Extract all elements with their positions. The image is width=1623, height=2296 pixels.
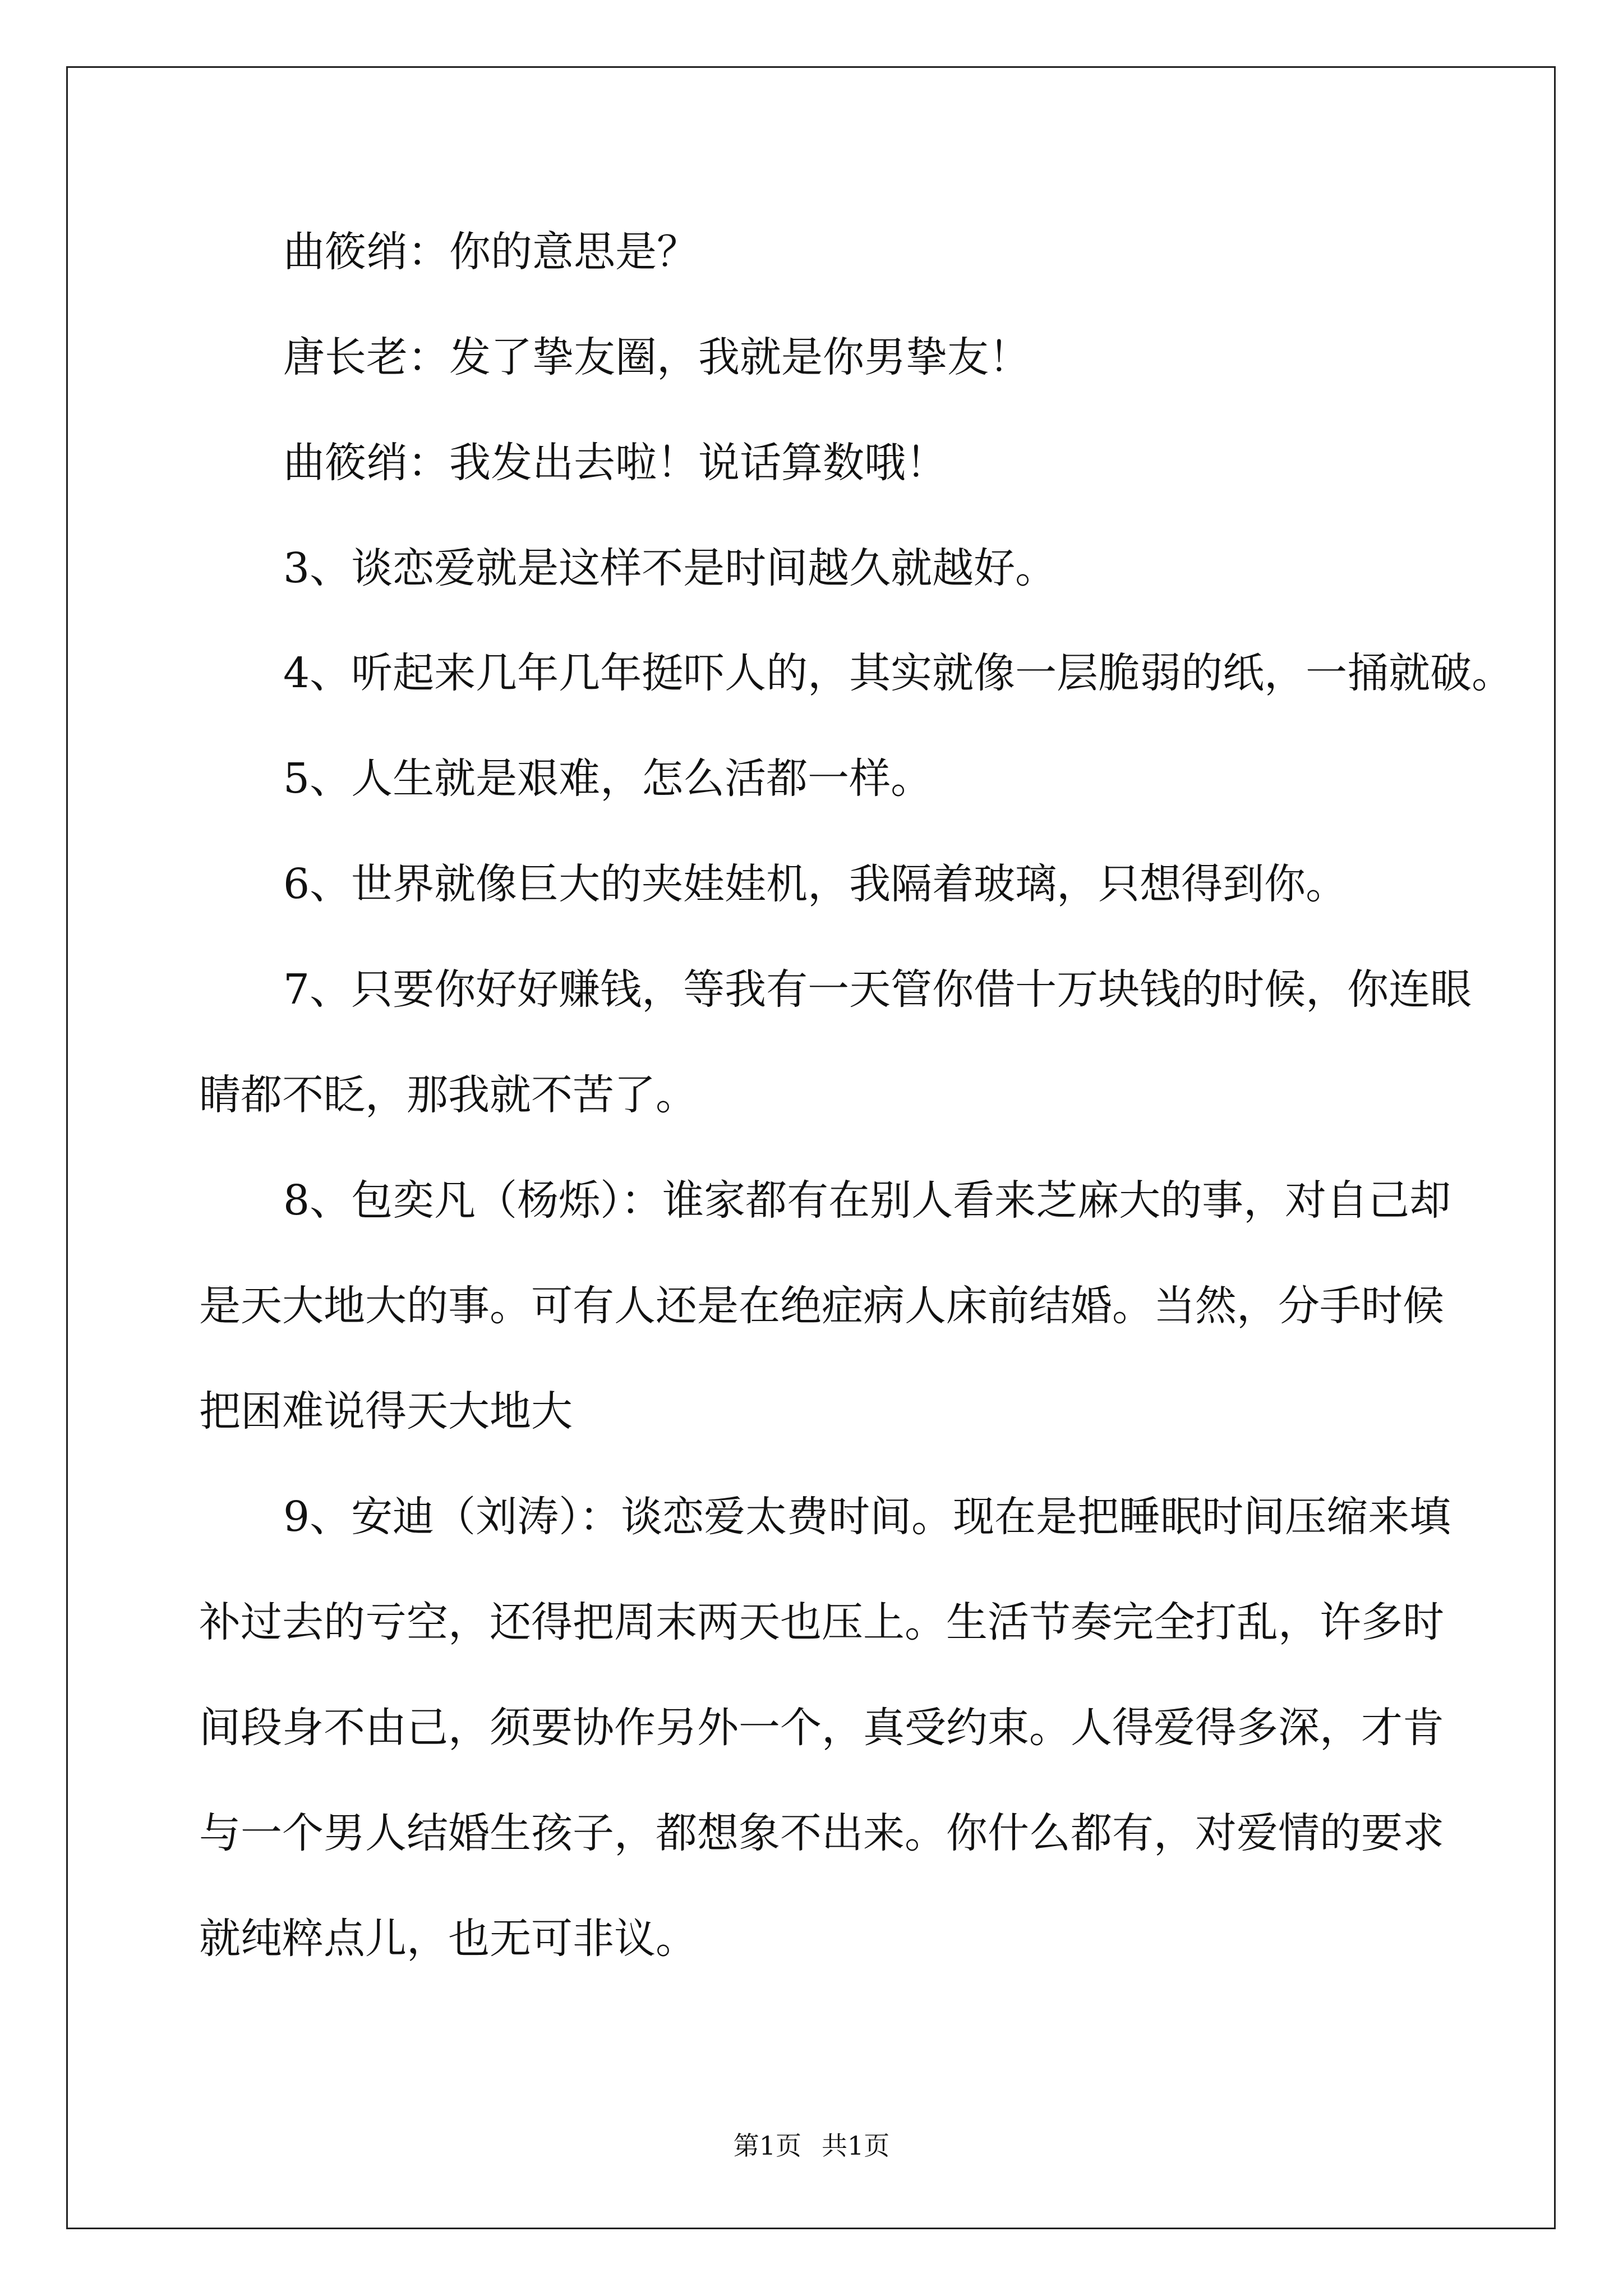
paragraph-line: 与一个男人结婚生孩子，都想象不出来。你什么都有，对爱情的要求: [199, 1809, 1444, 1857]
paragraph-line: 间段身不由己，须要协作另外一个，真受约束。人得爱得多深，才肯: [199, 1704, 1444, 1752]
paragraph-line: 把困难说得天大地大: [199, 1387, 573, 1435]
page-footer: [0, 2133, 1623, 2159]
paragraph-line: 7、只要你好好赚钱，等我有一天管你借十万块钱的时候，你连眼: [283, 965, 1472, 1014]
dialogue-line: 唐长老：发了挚友圈，我就是你男挚友！: [283, 333, 1030, 381]
dialogue-line: 曲筱绡：你的意思是？: [283, 228, 698, 276]
paragraph-line: 4、听起来几年几年挺吓人的，其实就像一层脆弱的纸，一捅就破。: [283, 649, 1514, 697]
page-number: 第1页: [733, 2131, 801, 2161]
paragraph-line: 3、谈恋爱就是这样不是时间越久就越好。: [283, 544, 1057, 592]
paragraph-line: 6、世界就像巨大的夹娃娃机，我隔着玻璃，只想得到你。: [283, 860, 1348, 908]
paragraph-line: 8、包奕凡（杨烁）：谁家都有在别人看来芝麻大的事，对自己却: [283, 1176, 1451, 1225]
dialogue-line: 曲筱绡：我发出去啦！说话算数哦！: [283, 439, 947, 487]
page-border: [66, 66, 1556, 2229]
page-total: 共1页: [822, 2131, 890, 2161]
paragraph-line: 是天大地大的事。可有人还是在绝症病人床前结婚。当然，分手时候: [199, 1282, 1444, 1330]
paragraph-line: 5、人生就是艰难，怎么活都一样。: [283, 754, 933, 803]
paragraph-line: 补过去的亏空，还得把周末两天也压上。生活节奏完全打乱，许多时: [199, 1598, 1444, 1646]
paragraph-line: 就纯粹点儿，也无可非议。: [199, 1915, 697, 1963]
paragraph-line: 9、安迪（刘涛）：谈恋爱太费时间。现在是把睡眠时间压缩来填: [283, 1493, 1451, 1541]
paragraph-line: 睛都不眨，那我就不苦了。: [199, 1071, 697, 1119]
